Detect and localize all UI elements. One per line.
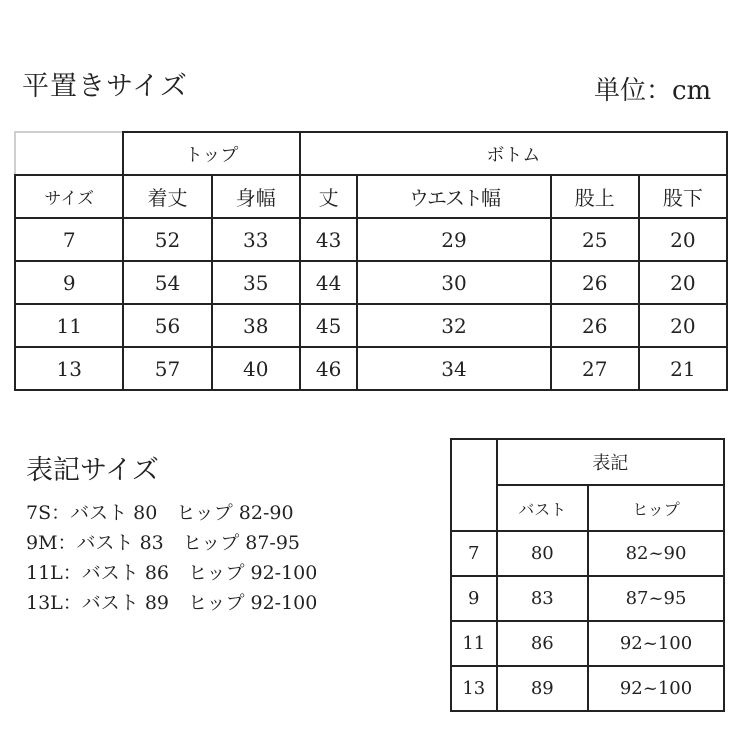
table-group-row [15, 132, 727, 175]
cell-size: 9 [451, 576, 497, 621]
column-header-inseam: 股下 [639, 175, 727, 218]
group-header-label: 表記 [497, 439, 724, 485]
table-row [451, 576, 724, 621]
cell-width: 33 [212, 218, 300, 261]
table-corner-cell [15, 132, 123, 175]
cell-waist: 29 [357, 218, 550, 261]
cell-waist: 34 [357, 347, 550, 390]
cell-bust: 80 [497, 531, 588, 576]
cell-inseam: 21 [639, 347, 727, 390]
column-header-bust: バスト [497, 485, 588, 531]
table-row [451, 531, 724, 576]
cell-length: 52 [123, 218, 211, 261]
column-header-rise: 股上 [551, 175, 639, 218]
cell-width: 40 [212, 347, 300, 390]
flat-size-title: 平置きサイズ [22, 71, 188, 102]
label-size-title: 表記サイズ [26, 455, 159, 486]
table-corner-cell [451, 439, 497, 531]
cell-waist: 32 [357, 304, 550, 347]
cell-width: 38 [212, 304, 300, 347]
cell-hip: 92~100 [588, 666, 724, 711]
cell-size: 11 [15, 304, 123, 347]
cell-size: 7 [451, 531, 497, 576]
cell-length: 56 [123, 304, 211, 347]
column-header-length: 着丈 [123, 175, 211, 218]
cell-inseam: 20 [639, 304, 727, 347]
column-header-width: 身幅 [212, 175, 300, 218]
table-row [15, 218, 727, 261]
cell-width: 35 [212, 261, 300, 304]
table-row [15, 304, 727, 347]
cell-rise: 26 [551, 304, 639, 347]
group-header-bottom: ボトム [300, 132, 727, 175]
table-header-row [15, 175, 727, 218]
cell-size: 7 [15, 218, 123, 261]
unit-label: 単位：cm [594, 76, 712, 106]
flat-size-table [14, 131, 728, 391]
cell-rise: 25 [551, 218, 639, 261]
cell-pants-length: 45 [300, 304, 358, 347]
cell-inseam: 20 [639, 218, 727, 261]
table-row [451, 621, 724, 666]
table-group-row [451, 439, 724, 485]
table-row [15, 261, 727, 304]
cell-length: 54 [123, 261, 211, 304]
cell-pants-length: 43 [300, 218, 358, 261]
cell-rise: 27 [551, 347, 639, 390]
label-size-list [26, 498, 317, 618]
label-size-line: 9M：バスト 83 ヒップ 87-95 [26, 532, 301, 554]
label-size-line: 13L：バスト 89 ヒップ 92-100 [26, 592, 318, 614]
table-row [451, 666, 724, 711]
column-header-size: サイズ [15, 175, 123, 218]
label-size-table [450, 438, 725, 712]
cell-size: 13 [451, 666, 497, 711]
cell-pants-length: 46 [300, 347, 358, 390]
cell-pants-length: 44 [300, 261, 358, 304]
table-row [15, 347, 727, 390]
column-header-hip: ヒップ [588, 485, 724, 531]
cell-bust: 83 [497, 576, 588, 621]
label-size-line: 7S：バスト 80 ヒップ 82-90 [26, 502, 294, 524]
cell-size: 9 [15, 261, 123, 304]
cell-size: 11 [451, 621, 497, 666]
column-header-pants-length: 丈 [300, 175, 358, 218]
cell-length: 57 [123, 347, 211, 390]
cell-bust: 89 [497, 666, 588, 711]
cell-hip: 82~90 [588, 531, 724, 576]
cell-inseam: 20 [639, 261, 727, 304]
cell-waist: 30 [357, 261, 550, 304]
cell-hip: 87~95 [588, 576, 724, 621]
label-size-line: 11L：バスト 86 ヒップ 92-100 [26, 562, 318, 584]
column-header-waist: ウエスト幅 [357, 175, 550, 218]
cell-hip: 92~100 [588, 621, 724, 666]
cell-rise: 26 [551, 261, 639, 304]
cell-bust: 86 [497, 621, 588, 666]
cell-size: 13 [15, 347, 123, 390]
group-header-top: トップ [123, 132, 299, 175]
